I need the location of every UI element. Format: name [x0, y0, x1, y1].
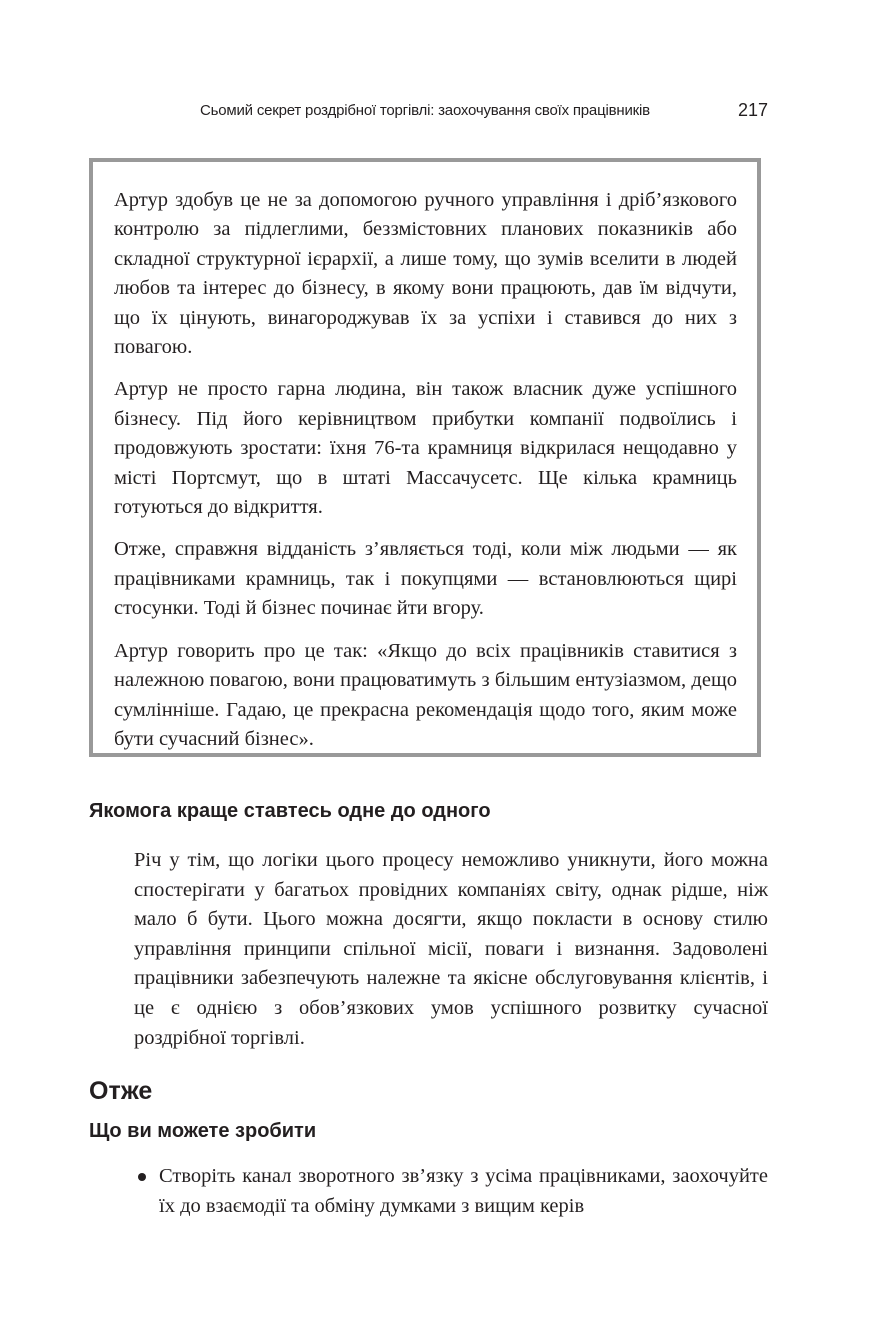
bullet-text: Створіть канал зворотного зв’язку з усіма працівниками, заохочуйте їх до взаємодії та обміну думками з вищим керів	[159, 1165, 768, 1217]
box-paragraph-2: Артур не просто гарна людина, він також власник дуже успішного бізнесу. Під його керівництвом прибутки компанії подвоїлись і продовжують зростати: їхня 76-та крамниця відкрилася нещодавно у місті Портсмут, що в штаті Массачусетс. Ще кілька крамниць готуються до відкриття.	[114, 378, 737, 519]
section-paragraph: Річ у тім, що логіки цього процесу неможливо уникнути, його можна спостерігати у багатьох провідних компаніях світу, однак рідше, ніж мало б бути. Цього можна досягти, якщо покласти в основу стилю управління принципи спільної місії, поваги і визнання. Задоволені працівники забезпечують належне та якісне обслуговування клієнтів, і це є однією з обов’язкових умов успішного розвитку сучасної роздрібної торгівлі.	[134, 849, 768, 1049]
page-number: 217	[738, 100, 769, 120]
sidebar-box	[89, 158, 761, 757]
box-paragraph-3: Отже, справжня відданість з’являється тоді, коли між людьми — як працівниками крамниць, так і покупцями — встановлюються щирі стосунки. Тоді й бізнес починає йти вгору.	[114, 538, 737, 620]
section-heading: Якомога краще ставтесь одне до одного	[89, 800, 491, 822]
summary-subheading: Що ви можете зробити	[89, 1120, 317, 1142]
running-head: Сьомий секрет роздрібної торгівлі: заохочування своїх працівників	[200, 102, 650, 119]
box-paragraph-4: Артур говорить про це так: «Якщо до всіх працівників ставитися з належною повагою, вони працюватимуть з більшим ентузіазмом, дещо сумлінніше. Гадаю, це прекрасна рекомендація щодо того, яким може бути сучасний бізнес».	[114, 639, 737, 750]
bullet-item	[134, 1162, 768, 1221]
summary-heading: Отже	[89, 1077, 153, 1105]
bullet-dot-icon	[138, 1173, 146, 1181]
bullet-list	[134, 1162, 768, 1221]
box-paragraph-1: Артур здобув це не за допомогою ручного управління і дріб’язкового контролю за підлеглими, беззмістовних планових показників або складної структурної ієрархії, а лише тому, що зумів вселити в людей любов та інтерес до бізнесу, в якому вони працюють, дав їм відчути, що їх цінують, винагороджував їх за успіхи і ставився до них з повагою.	[114, 189, 737, 359]
